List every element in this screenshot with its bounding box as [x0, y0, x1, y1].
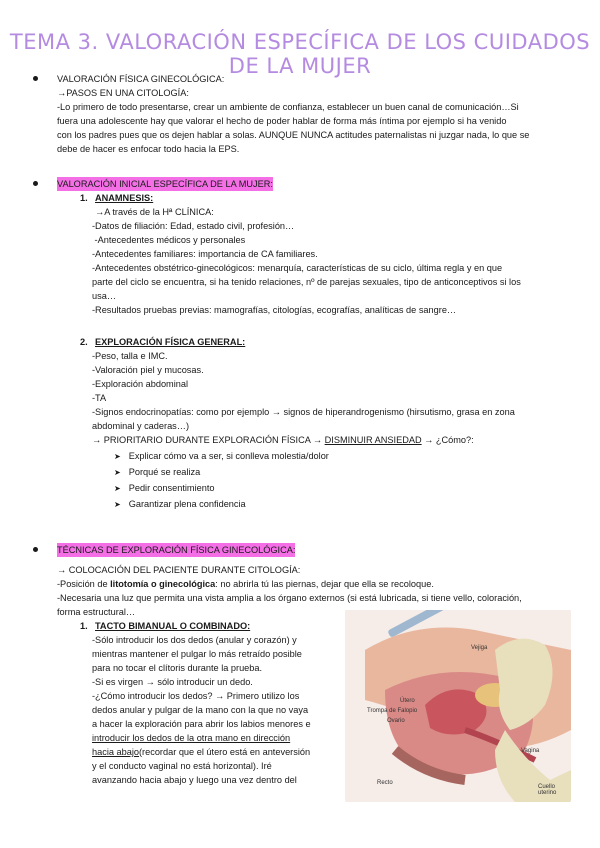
- arrow-list-item: ➤ Explicar cómo va a ser, si conlleva molestia/dolor: [114, 451, 329, 461]
- item-line: -Resultados pruebas previas: mamografías, citologías, ecografías, analíticas de sangre…: [92, 305, 457, 315]
- item-line: -Datos de filiación: Edad, estado civil, profesión…: [92, 221, 295, 231]
- figure-label: Trompa de Falopio: [367, 708, 418, 714]
- item-line: -TA: [92, 393, 107, 403]
- item-line: -Antecedentes obstétrico-ginecológicos: menarquía, características de su ciclo, última regla y en que: [92, 263, 503, 273]
- item-line: -Exploración abdominal: [92, 379, 189, 389]
- priority-line: [92, 433, 474, 447]
- section-heading: VALORACIÓN FÍSICA GINECOLÓGICA:: [57, 74, 225, 84]
- item-line-underlined: introducir los dedos de la otra mano en dirección: [92, 733, 291, 743]
- item-title: TACTO BIMANUAL O COMBINADO:: [95, 621, 251, 631]
- arrow-list-item: ➤ Garantizar plena confidencia: [114, 499, 246, 509]
- paragraph-line: -Lo primero de todo presentarse, crear un ambiente de confianza, establecer un buen canal de comunicación…Si: [57, 102, 519, 112]
- bullet: [33, 181, 38, 186]
- item-line: -Antecedentes médicos y personales: [92, 235, 246, 245]
- arrow-bullet-icon: ➤: [114, 500, 121, 509]
- figure-label: Cuello uterino: [538, 784, 557, 796]
- item-line: a hacer la exploración para abrir los labios menores e: [92, 719, 311, 729]
- item-line: mientras mantener el pulgar lo más retraído posible: [92, 649, 302, 659]
- item-line: hacia abajo(recordar que el útero está en anteversión: [92, 747, 311, 757]
- item-line: -Sólo introducir los dos dedos (anular y corazón) y: [92, 635, 297, 645]
- section-heading: VALORACIÓN INICIAL ESPECÍFICA DE LA MUJER:: [57, 179, 273, 189]
- figure-label: Ovario: [387, 718, 405, 724]
- item-line: -Valoración piel y mucosas.: [92, 365, 204, 375]
- item-title: EXPLORACIÓN FÍSICA GENERAL:: [95, 337, 246, 347]
- priority-suffix: → ¿Cómo?:: [421, 435, 474, 445]
- arrow-list-item: ➤ Porqué se realiza: [114, 467, 201, 477]
- item-line: avanzando hacia abajo y luego una vez dentro del: [92, 775, 297, 785]
- item-number: 2.: [80, 337, 88, 347]
- arrow-bullet-icon: ➤: [114, 452, 121, 461]
- item-line: parte del ciclo se encuentra, si ha tenido relaciones, nº de parejas sexuales, tipo de anticonceptivos si los: [92, 277, 521, 287]
- paragraph-line: debe de hacer es enfocar todo hacia la EPS.: [57, 144, 240, 154]
- item-number: 1.: [80, 193, 88, 203]
- figure-label: Vejiga: [471, 645, 488, 651]
- bullet: [33, 547, 38, 552]
- arrow-bullet-icon: ➤: [114, 468, 121, 477]
- item-line: dedos anular y pulgar de la mano con la que no vaya: [92, 705, 309, 715]
- figure-label: Recto: [377, 780, 393, 786]
- item-line: abdominal y caderas…): [92, 421, 190, 431]
- item-number: 1.: [80, 621, 88, 631]
- item-line: para no tocar el clítoris durante la prueba.: [92, 663, 263, 673]
- paragraph-line: forma estructural…: [57, 607, 136, 617]
- item-line: usa…: [92, 291, 117, 301]
- item-line: -Antecedentes familiares: importancia de CA familiares.: [92, 249, 318, 259]
- section-subheading: → COLOCACIÓN DEL PACIENTE DURANTE CITOLOGÍA:: [57, 565, 301, 575]
- position-line: -Posición de litotomía o ginecológica: no abrirla tú las piernas, dejar que ella se recoloque.: [57, 579, 434, 589]
- paragraph-line: fuera una adolescente hay que valorar el hecho de poder hablar de forma más íntima por ejemplo si ha venido: [57, 116, 507, 126]
- bullet: [33, 76, 38, 81]
- paragraph-line: con los padres pues que os dejen hablar a solas. AUNQUE NUNCA actitudes paternalistas ni juzgar nada, lo que se: [57, 130, 530, 140]
- priority-prefix: → PRIORITARIO DURANTE EXPLORACIÓN FÍSICA →: [92, 435, 325, 445]
- item-line: -Peso, talla e IMC.: [92, 351, 168, 361]
- priority-underlined: DISMINUIR ANSIEDAD: [324, 435, 422, 445]
- item-line: -Signos endocrinopatías: como por ejemplo → signos de hiperandrogenismo (hirsutismo, grasa en zona: [92, 407, 515, 417]
- item-line: -Si es virgen → sólo introducir un dedo.: [92, 677, 253, 687]
- item-line: →A través de la Hª CLÍNICA:: [95, 207, 214, 217]
- section-heading: TÉCNICAS DE EXPLORACIÓN FÍSICA GINECOLÓGICA:: [57, 545, 296, 555]
- paragraph-line: -Necesaria una luz que permita una vista amplia a los órgano externos (si está lubricada, si tiene vello, coloración,: [57, 593, 522, 603]
- arrow-bullet-icon: ➤: [114, 484, 121, 493]
- item-line: -¿Cómo introducir los dedos? → Primero utilizo los: [92, 691, 300, 701]
- anatomy-illustration: [345, 610, 571, 802]
- section-subheading: →PASOS EN UNA CITOLOGÍA:: [57, 88, 189, 98]
- arrow-list-item: ➤ Pedir consentimiento: [114, 483, 215, 493]
- item-title: ANAMNESIS:: [95, 193, 154, 203]
- figure-label: Útero: [400, 698, 415, 704]
- anatomy-drawing: [345, 610, 571, 802]
- figure-label: Vagina: [521, 748, 540, 754]
- item-line: y el conducto vaginal no está horizontal). Iré: [92, 761, 272, 771]
- page-title: TEMA 3. VALORACIÓN ESPECÍFICA DE LOS CUIDADOS DE LA MUJER: [9, 30, 591, 78]
